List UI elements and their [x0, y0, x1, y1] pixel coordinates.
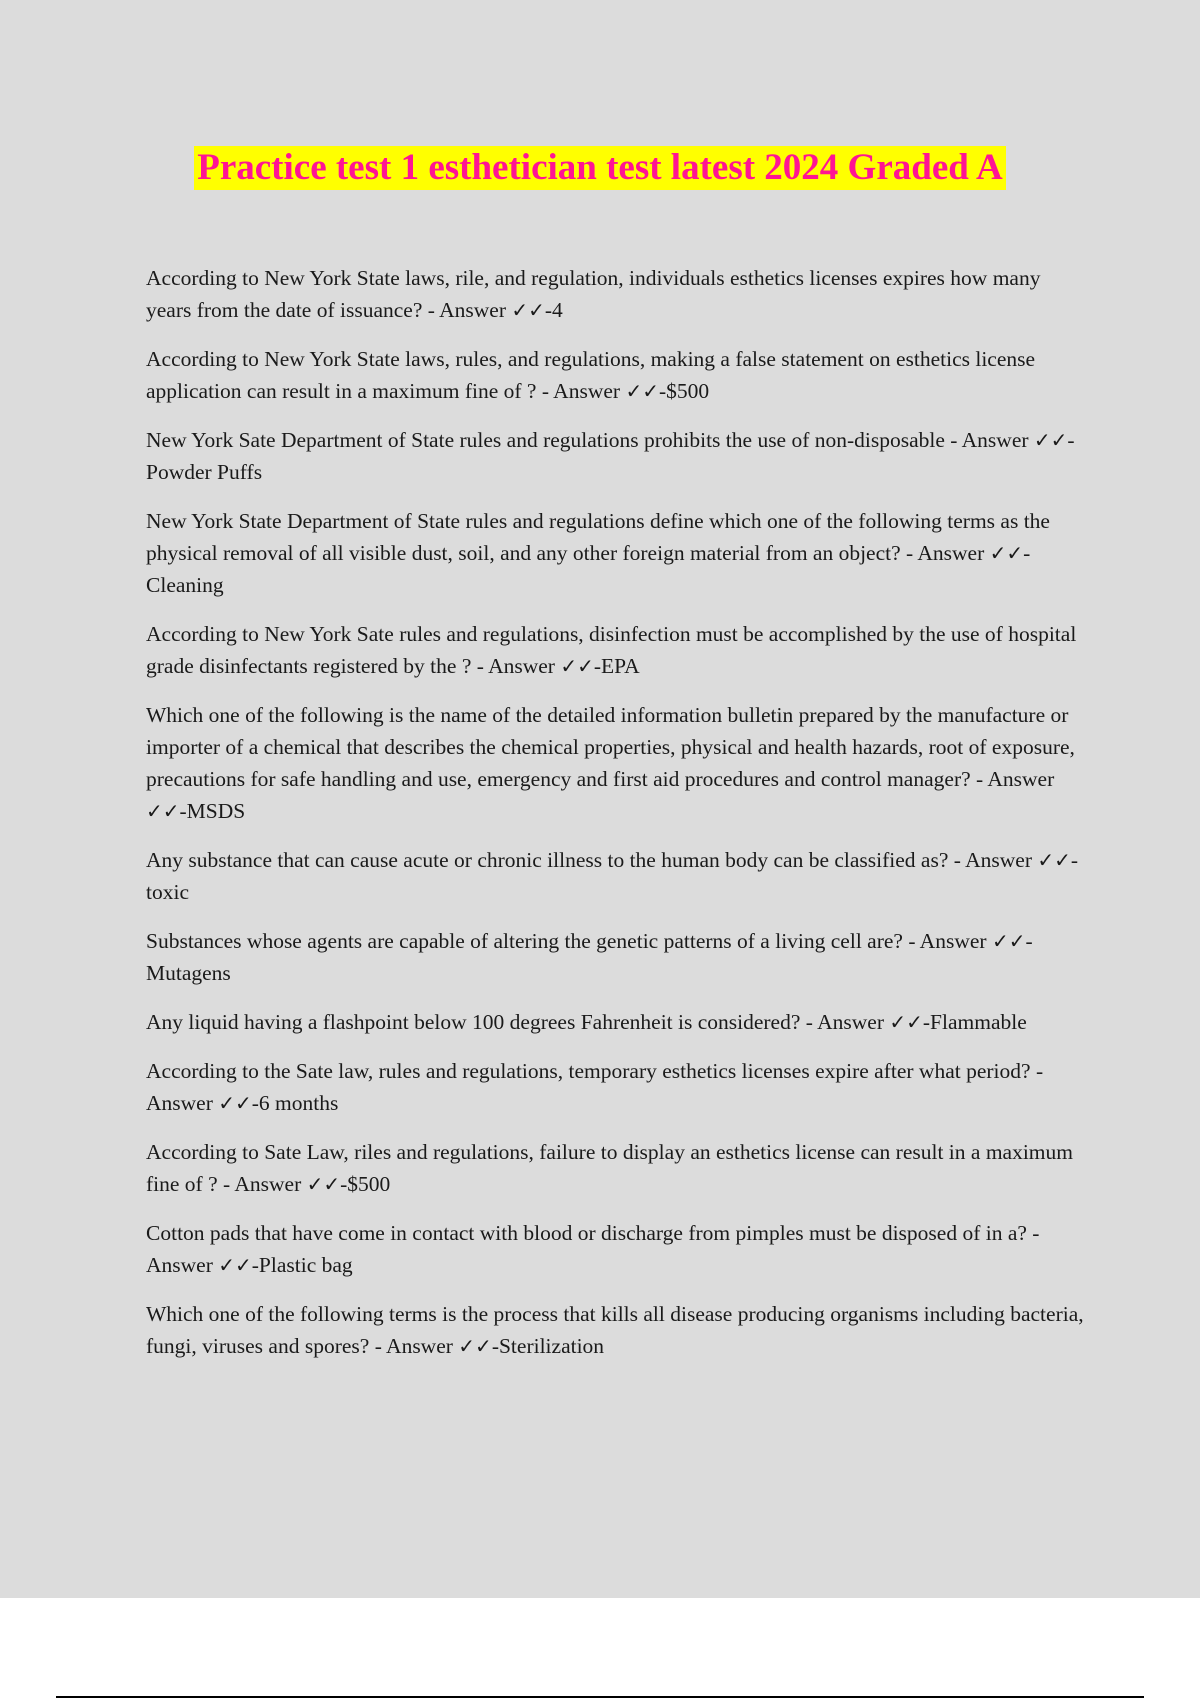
qa-list	[146, 262, 1090, 1379]
checkmark-icon: ✓✓	[889, 1010, 923, 1034]
question-text: According to Sate Law, riles and regulations, failure to display an esthetics license can result in a maximum fine of ? - Answer	[146, 1140, 1074, 1196]
checkmark-icon: ✓✓	[991, 929, 1026, 953]
question-text: New York Sate Department of State rules and regulations prohibits the use of non-disposable - Answer	[146, 428, 1034, 452]
qa-item	[146, 1217, 1090, 1281]
qa-item	[146, 925, 1090, 989]
answer-text: -EPA	[593, 654, 640, 678]
question-text: Substances whose agents are capable of altering the genetic patterns of a living cell are? - Answer	[146, 929, 992, 953]
question-text: Any liquid having a flashpoint below 100 degrees Fahrenheit is considered? - Answer	[146, 1010, 890, 1034]
qa-item	[146, 505, 1090, 601]
question-text: Which one of the following is the name of the detailed information bulletin prepared by the manufacture or importer of a chemical that describes the chemical properties, physical and health hazards, root of exposure, precautions for safe handling and use, emergency and first aid procedures and control manager? - Answer	[146, 703, 1075, 791]
title-container	[0, 146, 1200, 190]
answer-text: -$500	[340, 1172, 391, 1196]
answer-text: -Mutagens	[146, 929, 1033, 985]
qa-item	[146, 699, 1090, 827]
answer-text: -Sterilization	[491, 1334, 605, 1358]
answer-text: -6 months	[251, 1091, 339, 1115]
answer-text: -Flammable	[922, 1010, 1027, 1034]
question-text: According to the Sate law, rules and regulations, temporary esthetics licenses expire after what period? - Answer	[146, 1059, 1044, 1115]
question-text: Cotton pads that have come in contact with blood or discharge from pimples must be disposed of in a? - Answer	[146, 1221, 1040, 1277]
answer-text: -$500	[658, 379, 710, 403]
answer-text: -Cleaning	[146, 541, 1031, 597]
footer-divider	[56, 1696, 1144, 1698]
checkmark-icon: ✓✓	[218, 1091, 252, 1115]
question-text: New York State Department of State rules and regulations define which one of the following terms as the physical removal of all visible dust, soil, and any other foreign material from an object? - Answer	[146, 509, 1050, 565]
checkmark-icon: ✓✓	[560, 654, 594, 678]
qa-item	[146, 1006, 1090, 1038]
qa-item	[146, 1298, 1090, 1362]
answer-text: -Powder Puffs	[146, 428, 1075, 484]
checkmark-icon: ✓✓	[1037, 848, 1071, 872]
question-text: According to New York State laws, rules, and regulations, making a false statement on esthetics license application can result in a maximum fine of ? - Answer	[146, 347, 1036, 403]
qa-item	[146, 844, 1090, 908]
checkmark-icon: ✓✓	[306, 1172, 341, 1196]
answer-text: -toxic	[146, 848, 1079, 904]
qa-item	[146, 343, 1090, 407]
checkmark-icon: ✓✓	[146, 799, 180, 823]
qa-item	[146, 262, 1090, 326]
question-text: According to New York Sate rules and regulations, disinfection must be accomplished by the use of hospital grade disinfectants registered by the ? - Answer	[146, 622, 1077, 678]
answer-text: -MSDS	[179, 799, 246, 823]
checkmark-icon: ✓✓	[458, 1334, 492, 1358]
qa-item	[146, 424, 1090, 488]
checkmark-icon: ✓✓	[511, 298, 545, 322]
qa-item	[146, 618, 1090, 682]
qa-item	[146, 1055, 1090, 1119]
answer-text: -Plastic bag	[251, 1253, 353, 1277]
checkmark-icon: ✓✓	[625, 379, 659, 403]
question-text: Which one of the following terms is the process that kills all disease producing organisms including bacteria, fungi, viruses and spores? - Answer	[146, 1302, 1084, 1358]
question-text: Any substance that can cause acute or chronic illness to the human body can be classified as? - Answer	[146, 848, 1038, 872]
answer-text: -4	[544, 298, 563, 322]
question-text: According to New York State laws, rile, and regulation, individuals esthetics licenses expires how many years from the date of issuance? - Answer	[146, 266, 1041, 322]
checkmark-icon: ✓✓	[989, 541, 1024, 565]
qa-item	[146, 1136, 1090, 1200]
checkmark-icon: ✓✓	[1033, 428, 1068, 452]
checkmark-icon: ✓✓	[218, 1253, 252, 1277]
document-title: Practice test 1 esthetician test latest 2024 Graded A	[194, 146, 1006, 190]
